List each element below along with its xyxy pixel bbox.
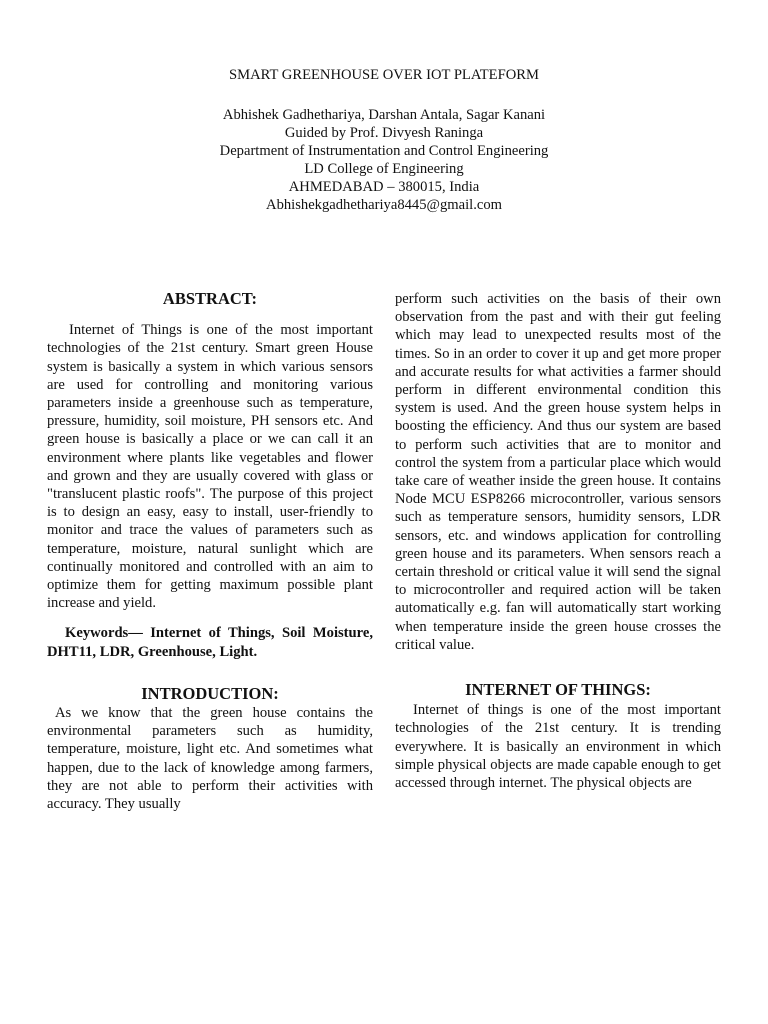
guide-line: Guided by Prof. Divyesh Raninga xyxy=(284,125,484,141)
keywords-line xyxy=(47,624,373,660)
department-line: Department of Instrumentation and Control Engineering xyxy=(219,143,549,159)
paper-title: SMART GREENHOUSE OVER IOT PLATEFORM xyxy=(229,67,539,83)
iot-text: Internet of things is one of the most important technologies of the 21st century. It is trending everywhere. It is basically an environment in which simple physical objects are made capable enough to get accessed through internet. The physical objects are xyxy=(395,702,721,792)
iot-heading: INTERNET OF THINGS: xyxy=(465,680,651,700)
right-column xyxy=(395,290,721,792)
left-column xyxy=(47,290,373,813)
introduction-heading: INTRODUCTION: xyxy=(141,683,279,703)
author-block xyxy=(0,106,768,214)
introduction-continued-text: perform such activities on the basis of their own observation from the past and with their gut feeling which may lead to unexpected results most of the times. So in an order to cover it up and get more proper and accurate results for what activities a farmer should perform in different environmental condition this system is used. And the green house system helps in boosting the efficiency. And thus our system are based to perform such activities that are to monitor and control the system from a particular place which would take care of weather inside the green house. It contains Node MCU ESP8266 microcontroller, various sensors such as temperature sensors, humidity sensors, LDR sensors, etc. and windows application for controlling green house and its parameters. When sensors reach a certain threshold or critical value it will send the signal to microcontroller and required action will be taken automatically e.g. fan will automatically start working when temperature inside the green house crosses the critical value. xyxy=(395,291,721,653)
abstract-heading: ABSTRACT: xyxy=(162,289,258,308)
author-names: Abhishek Gadhethariya, Darshan Antala, Sagar Kanani xyxy=(222,107,546,123)
keywords-list: Internet of Things, Soil Moisture, DHT11, LDR, Greenhouse, Light. xyxy=(47,625,373,660)
introduction-text: As we know that the green house contains the environmental parameters such as humidity, temperature, moisture, light etc. And sometimes what happen, due to the lack of knowledge among farmers, they are not able to perform their activities with accuracy. They usually xyxy=(47,705,373,813)
keywords-label: Keywords— xyxy=(65,625,143,642)
college-line: LD College of Engineering xyxy=(304,161,464,177)
abstract-text: Internet of Things is one of the most important technologies of the 21st century. Smart green House system is basically a system in which various sensors are used for controlling and monitoring various parameters inside a greenhouse such as temperature, pressure, humidity, soil moisture, PH sensors etc. And green house is basically a place or we can call it an environment where plants like vegetables and flower and grown and they are usually covered with glass or "translucent plastic roofs". The purpose of this project is to design an easy, easy to install, user-friendly to monitor and trace the values of parameters such as temperature, moisture, natural sunlight which are continually monitored and controlled with an aim to optimize them for getting maximum possible plant increase and yield. xyxy=(47,322,373,612)
paper-title-block xyxy=(0,66,768,84)
city-line: AHMEDABAD – 380015, India xyxy=(288,179,480,195)
email-line: Abhishekgadhethariya8445@gmail.com xyxy=(266,197,502,213)
